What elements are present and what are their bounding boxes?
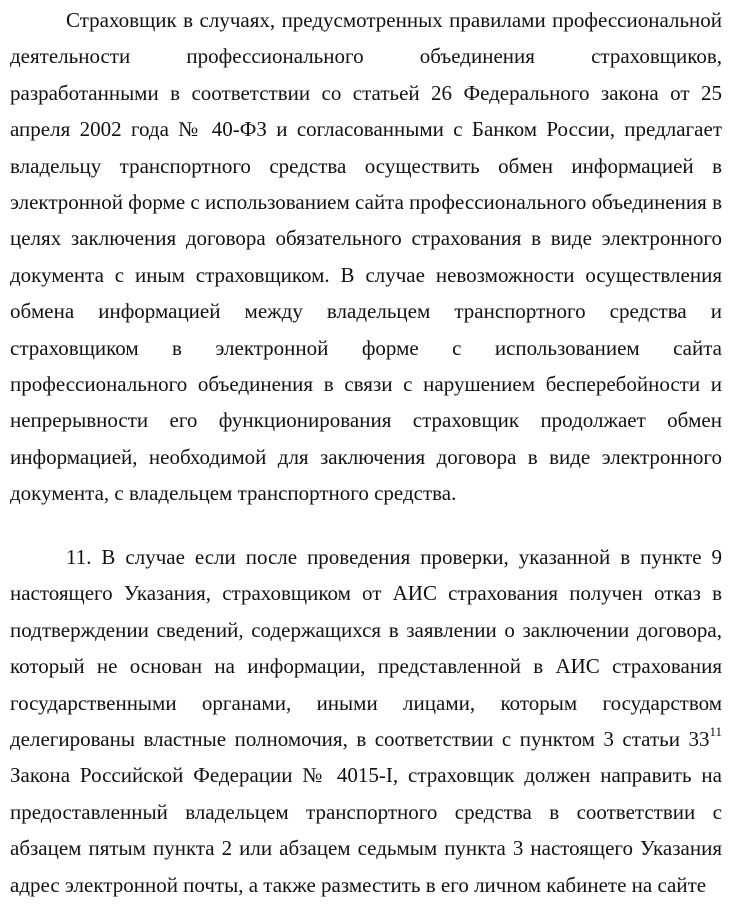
footnote-superscript: 11 bbox=[709, 724, 722, 740]
paragraph-11-text-part-1: 11. В случае если после проведения проверки, указанной в пункте 9 настоящего Указания, страховщиком от АИС страхования получен отказ в подтверждении сведений, содержащихся в заявлении о заключении договора, который не основан на информации, представленной в АИС страхования государственными органами, иными лицами, которым государством делегированы властные полномочия, в соответствии с пунктом 3 статьи 33 bbox=[10, 545, 722, 752]
paragraph-insurer-information-exchange: Страховщик в случаях, предусмотренных правилами профессиональной деятельности профессионального объединения страховщиков, разработанными в соответствии со статьей 26 Федерального закона от 25 апреля 2002 года № 40-ФЗ и согласованными с Банком России, предлагает владельцу транспортного средства осуществить обмен информацией в электронной форме с использованием сайта профессионального объединения в целях заключения договора обязательного страхования в виде электронного документа с иным страховщиком. В случае невозможности осуществления обмена информацией между владельцем транспортного средства и страховщиком в электронной форме с использованием сайта профессионального объединения в связи с нарушением бесперебойности и непрерывности его функционирования страховщик продолжает обмен информацией, необходимой для заключения договора в виде электронного документа, с владельцем транспортного средства. bbox=[10, 8, 722, 506]
paragraph-11-refusal-confirmation bbox=[10, 539, 722, 903]
paragraph-11-text-part-2: Закона Российской Федерации № 4015-I, страховщик должен направить на предоставленный владельцем транспортного средства в соответствии с абзацем пятым пункта 2 или абзацем седьмым пункта 3 настоящего Указания адрес электронной почты, а также разместить в его личном кабинете на сайте bbox=[10, 763, 722, 897]
